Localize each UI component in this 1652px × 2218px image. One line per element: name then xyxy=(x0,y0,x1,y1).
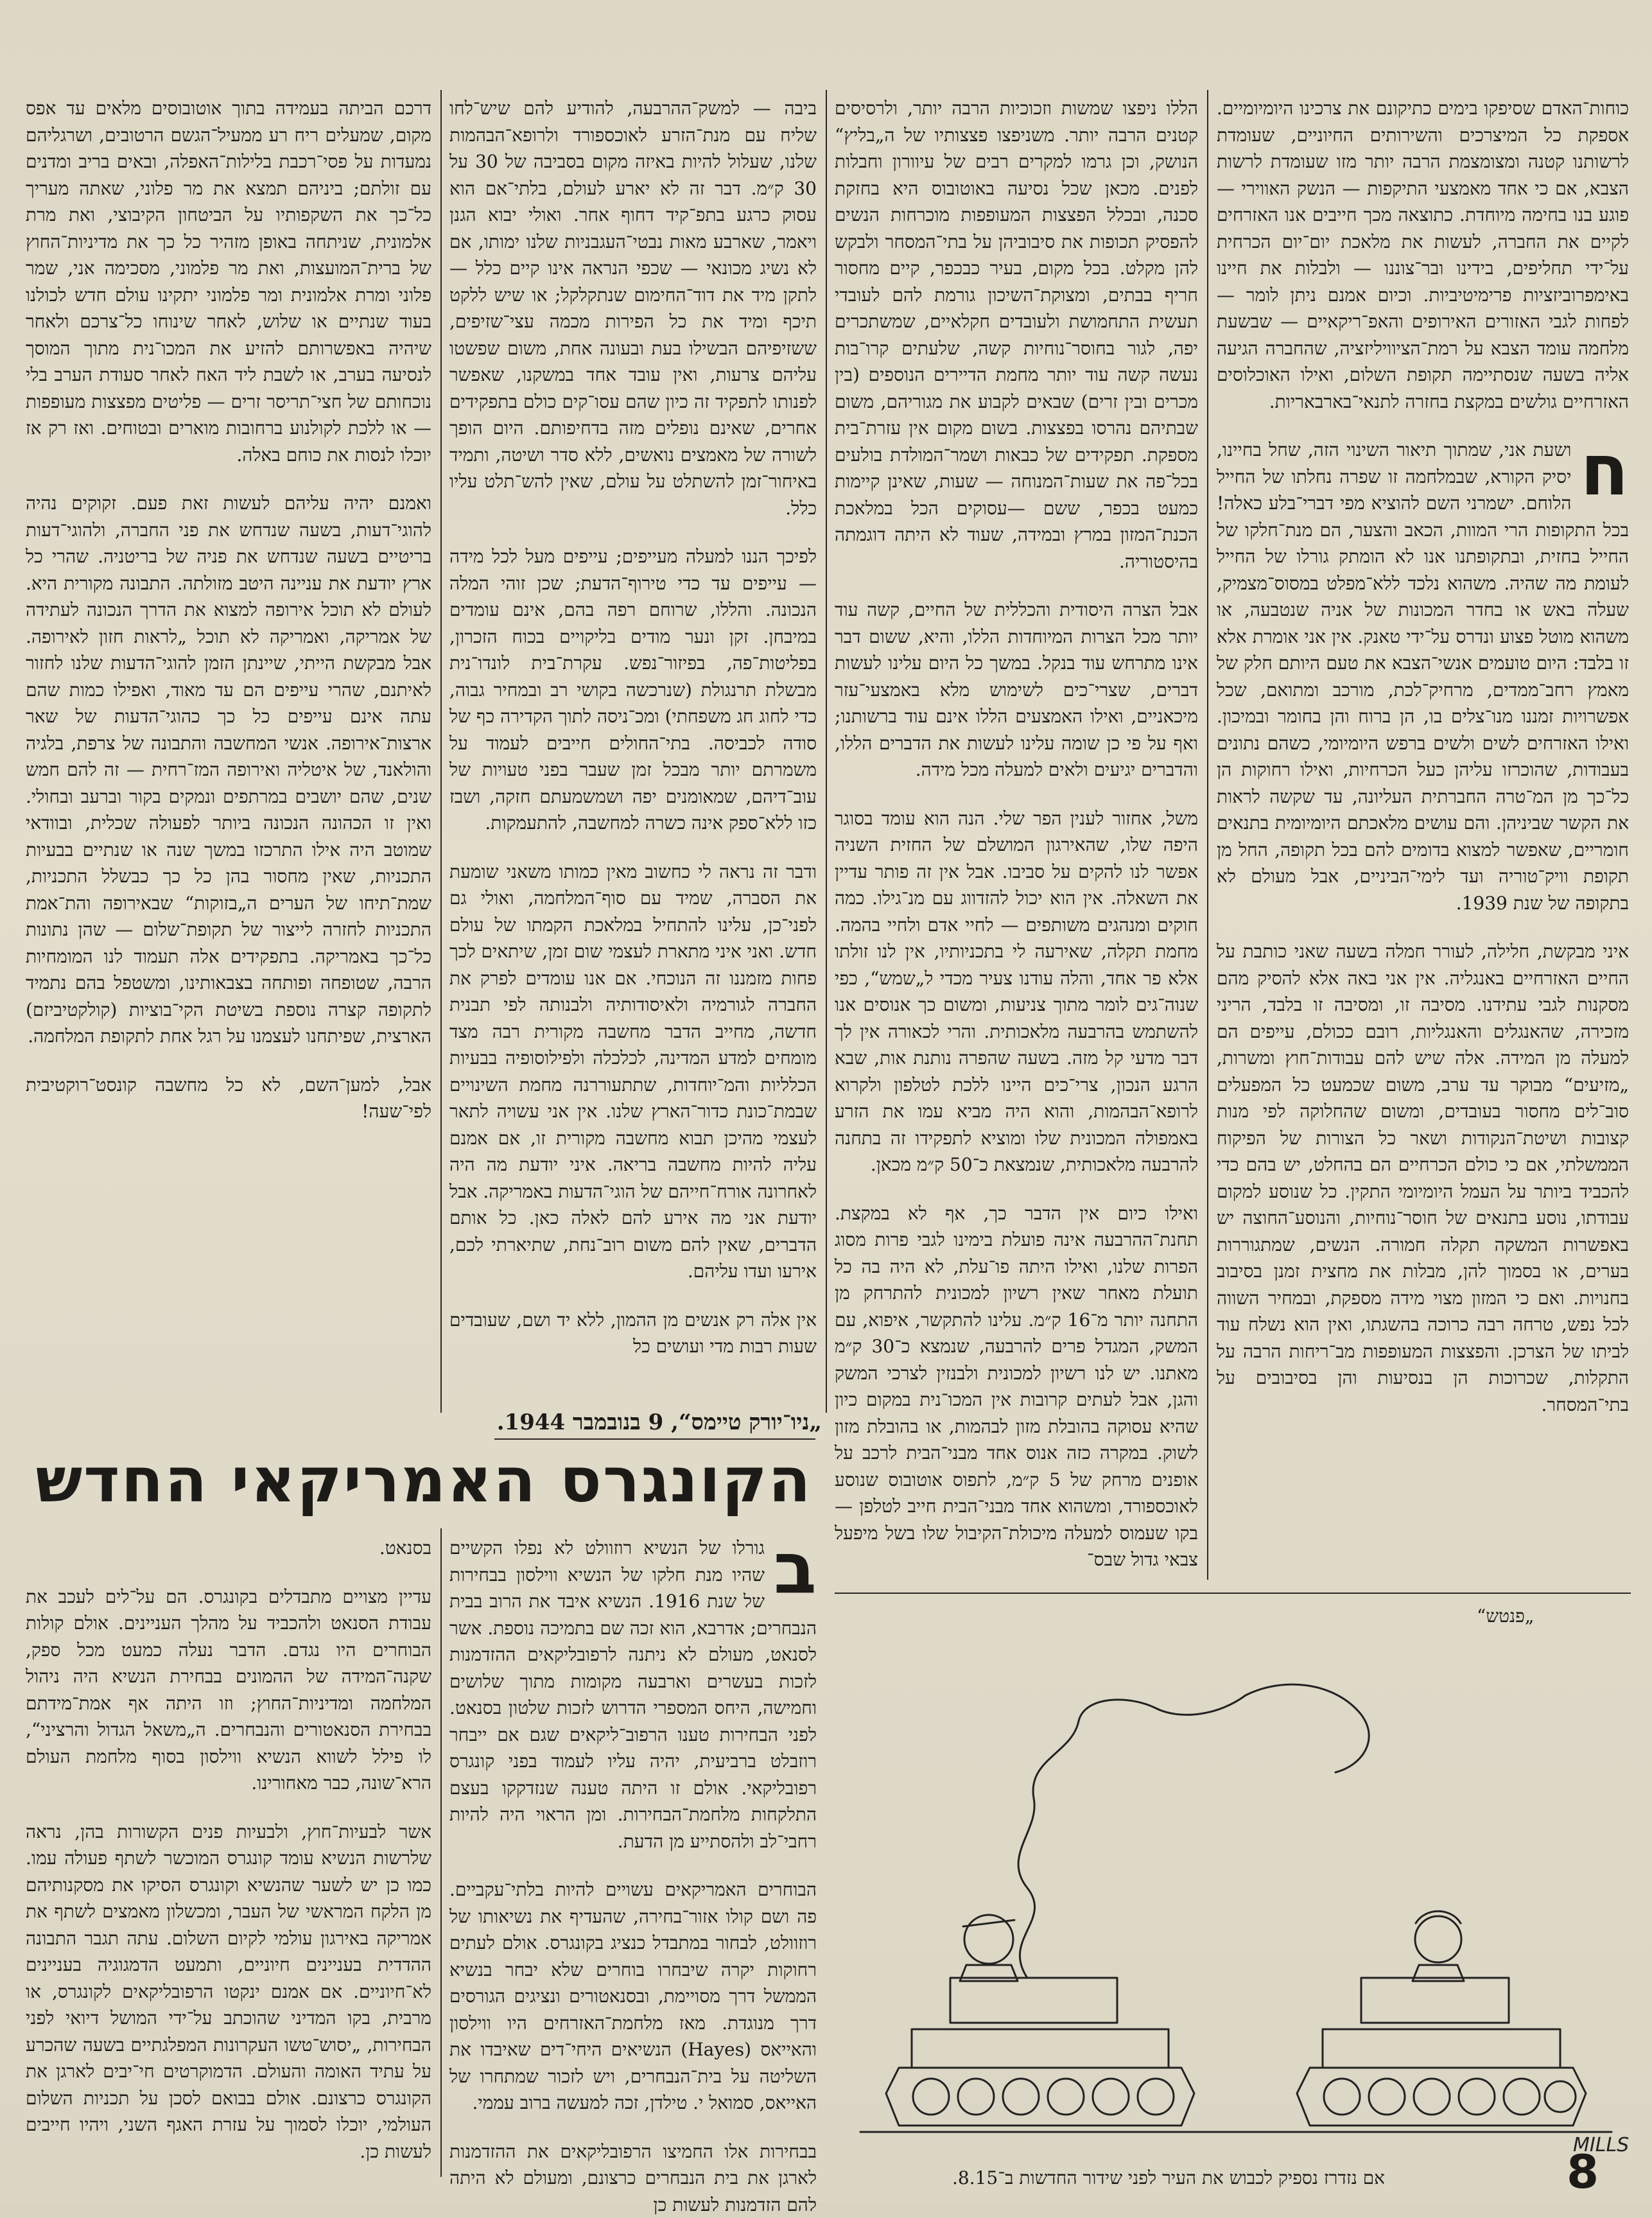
paragraph: בסנאט. xyxy=(26,1535,431,1562)
paragraph: אבל הצרה היסודית והכללית של החיים, קשה עוד יותר מכל הצרות המיוחדות הללו, והיא, ששום דבר אינו מתרחש עוד בנקל. במשך כל היום עלינו לעשות דברים, שצרי־כים לשימוש מלא באמצעי־עזר מיכאניים, ואילו האמצעים הללו אינם עוד ברשותנו; ואף על פי כן שומה עלינו לעשות את הדברים הללו, והדברים יגיעים ולאים למעלה מכל מידה. xyxy=(835,597,1198,783)
paragraph: הבוחרים האמריקאים עשויים להיות בלתי־עקביים. פה ושם קולו אזור־בחירה, שהעדיף את נשיאותו של רוזוולט, לבחור במתבדל כנציג בקונגרס. אולם לעתים רחוקות יקרה שיבחרו בוחרים שלא יבחר בנשיא הממשל דרך מסויימת, ובסנאטורים ונציגים הגורסים דרך מנוגדת. מאז מלחמת־האזרחים היו ווילסון והאייאס (Hayes) הנשיאים היחי־דים שאיבדו את השליטה על בית־הנבחרים, ויש לזכור שמתחרו של האייאס, סמואל י. טילדן, זכה למעשה ברוב עממי. xyxy=(449,1876,817,2117)
headline: הקונגרס האמריקאי החדש xyxy=(26,1445,822,1515)
column-divider xyxy=(1207,90,1208,1580)
source-underline xyxy=(494,1438,815,1440)
cartoon-caption: אם נזדרז נספיק לכבוש את העיר לפני שידור החדשות ב־8.15. xyxy=(848,2167,1490,2189)
paragraph: משל, אחזור לענין הפר שלי. הנה הוא עומד בסוגר היפה שלו, שהאירגון המושלם של החזית השניה אפשר לנו להקים על סביבו. אבל אין זה פותר עדיין את השאלה. אין הוא יכול להזדווג עם מנ־גילו. כמה חוקים ומנהגים משותפים — לחיי אדם ולחיי בהמה. מחמת תקלה, שאירעה לי בתכניותיו, אין לנו זולתו אלא פר אחד, והלה עודנו צעיר מכדי ל„שמש“, כפי שנוה־גים לומר מתוך צניעות, ומשום כך אנוסים אנו להשתמש בהרבעה מלאכותית. והרי לכאורה אין לך דבר מדעי קל מזה. בשעה שהפרה נותנת אות, שבא הרגע הנכון, צרי־כים היינו ללכת לטלפון ולקרוא לרופא־הבהמות, והוא היה מביא עמו את הזרע באמפולה המכונית שלו ומוציא לתפקידו זה בתחנה להרבעה מלאכותית, שנמצאת כ־50 ק״מ מכאן. xyxy=(835,805,1198,1178)
paragraph: ביבה — למשק־ההרבעה, להודיע להם שיש־לחו שליח עם מנת־הזרע לאוכספורד ולרופא־הבהמות שלנו, שעלול להיות באיזה מקום בסביבה של 30 על 30 ק״מ. דבר זה לא יארע לעולם, בלתי־אם הוא עסוק כרגע בתפ־קיד דחוף אחר. ואולי יבוא הגנן ויאמר, שארבע מאות נבטי־העגבניות שלנו ימותו, אם לא נשיג מכונאי — שכפי הנראה אינו קיים כלל — לתקן מיד את דוד־החימום שנתקלקל; או שיש ללקט תיכף ומיד את כל הפירות מכמה עצי־שזיפים, ששזיפיהם הבשילו בעת ובעונה אחת, משום שפשטו עליהם צרעות, ואין עובד אחד במשקנו, שאפשר לפנותו לתפקיד זה כיון שהם עסו־קים כולם בתפקידים אחרים, שאינם נופלים מזה בדחיפותם. היום הופך לשורה של מאמצים נואשים, ללא סדר ושיטה, ותמיד באיחור־זמן להשתלט על עולם, שאין להש־תלט עליו כלל. xyxy=(449,95,817,521)
cartoon-illustration xyxy=(835,1618,1637,2164)
page-number: 8 xyxy=(1567,2145,1599,2199)
cartoon-artist-signature: MILLS xyxy=(1573,2134,1629,2156)
paragraph: אין אלה רק אנשים מן ההמון, ללא יד ושם, שעובדים שעות רבות מדי ועושים כל xyxy=(449,1307,817,1360)
paragraph: כוחות־האדם שסיפקו בימים כתיקונם את צרכינו היומיומיים. אספקת כל המיצרכים והשירותים החיוניים, שעומדת לרשותנו קטנה ומצומצמת הרבה יותר מזו שעומדת לרשות הצבא, אם כי אחד מאמצעי התיקפות — הנשק האווירי — פוגע בנו בחימה מיוחדת. כתוצאה מכך חייבים אנו האזרחים לקיים את החברה, לעשות את מלאכת יום־יום הכרחית על־ידי תחליפים, בידינו ובר־צוננו — ולבלות את חיינו באימפרוביזציות פרימיטיביות. וכיום אמנם ניתן לומר — לפחות לגבי האזורים האירופים והאפ־ריקאיים — שבשעת מלחמה עומד הצבא על רמת־הציוויליזציה, שהחברה הגיעה אליה בשעה שנסתיימה תקופת השלום, ואילו האוכלוסים האזרחיים גולשים במקצת בחזרה לתנאי־בארבאריות. xyxy=(1217,95,1629,415)
column-divider xyxy=(440,90,442,1413)
top-article-column-2 xyxy=(835,95,1198,1578)
paragraph: ואילו כיום אין הדבר כך, אף לא במקצת. תחנת־ההרבעה אינה פועלת בימינו לגבי פרות מסוג הפרות שלנו, ואילו היתה פו־עלת, לא היה בה כל תועלת מאחר שאין רשיון למכונית להתרחק מן התחנה יותר מ־16 ק״מ. עלינו להתקשר, איפוא, עם המשק, המגדל פרים להרבעה, שנמצא כ־30 ק״מ מאתנו. יש לנו רשיון למכונית ולבנזין לצרכי המשק והגן, אבל לעתים קרובות אין המכו־נית במקום כיון שהיא עסוקה בהובלת מזון לבהמות, או בהובלת מזון לשוק. במקרה כזה אנוס אחד מבני־הבית לרכב על אופנים מרחק של 5 ק״מ, לתפוס אוטובוס שנוסע לאוכספורד, ומשהוא אחד מבני־הבית חייב לטלפן — בקו שעמוס למעלה מיכולת־הקיבול שלו בשל מיפעל צבאי גדול שבס־ xyxy=(835,1200,1198,1573)
drop-cap: ב xyxy=(774,1540,817,1596)
drop-cap: ח xyxy=(1580,442,1629,498)
cartoon-top-border xyxy=(835,1593,1631,1594)
column-divider xyxy=(826,90,827,1413)
paragraph: איני מבקשת, חלילה, לעורר חמלה בשעה שאני כותבת על החיים האזרחיים באנגליה. אין אני באה אלא להסיק מהם מסקנות לגבי עתידנו. מסיבה זו, ומסיבה זו בלבד, הריני מזכירה, שהאנגלים והאנגליות, רובם ככולם, עייפים הם למעלה מן המידה. אלה שיש להם עבודות־חוץ ומשרות, „מזיעים“ מבוקר עד ערב, משום שכמעט כל המפעלים סוב־לים מחסור בעובדים, ומשום שהחלוקה לפי מנות קצובות ושיטת־הנקודות ושאר כל הצורות של הפיקוח הממשלתי, אם כי כולם הכרחיים הם בהחלט, יש בהם כדי להכביד ביותר על העמל היומיומי התקין. כל שנוסע למקום עבודתו, נוסע בתנאים של חוסר־נוחיות, והנוסע־החוצה יש באפשרות המשקה תקלה חמורה. הנשים, שמתגוררות בערים, או בסמוך להן, מבלות את מחצית זמנן בסיבוב בחנויות. ואם כי המזון מצוי מידה מספקת, ובמחיר השווה לכל נפש, טרחה רבה כרוכה בהשגתו, ואין הוא נשלח עוד לביתו של הצרכן. והפצצות המעופפות מב־ריחות הרבה על התקלות, שכרוכות הן בנסיעות והן בסיבובים על בתי־המסחר. xyxy=(1217,938,1629,1418)
paragraph: ואמנם יהיה עליהם לעשות זאת פעם. זקוקים נהיה להוגי־דעות, בשעה שנדחש את פני החברה, ולהוגי־דעות בריטיים בשעה שנדחש את פניה של בריטניה. שהרי כל ארץ יודעת את עניינה היטב מזולתה. התבונה מקורית היא. לעולם לא תוכל אירופה למצוא את הדרך הנכונה לעתידה של אמריקה, ואמריקה לא תוכל „לראות חזון לאירופה. אבל מבקשת הייתי, שיינתן הזמן להוגי־הדעות שלנו לחזור לאיתנם, שהרי עייפים הם עד מאוד, ואפילו כמות שהם עתה אינם עייפים כל כך כהוגי־הדעות של שאר ארצות־אירופה. אנשי המחשבה והתבונה של צרפת, בלגיה והולאנד, של איטליה ואירופה המז־רחית — זה להם חמש שנים, שהם יושבים במרתפים ונמקים בקור וברעב ובחולי. ואין זו הכהונה הנכונה ביותר לפעולה שכלית, ובוודאי שמוטב היה אילו התרכזו במשך שנה או שנתיים בבעיות התכניות, שאין מחסור בהן כל כך כבשלל התכניות, שמת־תיחו של הערים ה„בזוקות“ שבאירופה והת־אמת התכניות לחזרה לייצור של תקופת־שלום — שהן נתונות כל־כך באמריקה. בתפקידים אלה תעמוד לנו המומחיות הרבה, שטופחה ופותחה בצבאותינו, ומשטפל בהם נתמיד לתקופה קצרה נוספת בשיטת הקי־בוציות (קולקטיביזם) הארצית, שפיתחנו לעצמנו על רגל אחת לתקופת המלחמה. xyxy=(26,490,431,1050)
top-article-column-1 xyxy=(1217,95,1629,1578)
bottom-article-column-2 xyxy=(26,1535,431,2183)
paragraph: עדיין מצויים מתבדלים בקונגרס. הם על־לים לעכב את עבודת הסנאט ולהכביד על מהלך העניינים. אולם קולות הבוחרים היו נגדם. הדבר נעלה כמעט מכל ספק, שקנה־המידה של ההמונים בבחירת הנשיא היה ניהול המלחמה ומדיניות־החוץ; וזו היתה אף אמת־מידתם בבחירת הסנאטורים והנבחרים. ה„משאל הגדול והרציני“, לו פילל לשווא הנשיא ווילסון בסוף מלחמת העולם הרא־שונה, כבר מאחורינו. xyxy=(26,1584,431,1797)
paragraph: בבחירות אלו החמיצו הרפובליקאים את ההזדמנות לארגן את בית הנבחרים כרצונם, ומעולם לא היתה להם הזדמנות לעשות כן xyxy=(449,2138,817,2218)
paragraph: הללו ניפצו שמשות וזכוכיות הרבה יותר, ולרסיסים קטנים הרבה יותר. משניפצו פצצותיו של ה„בליץ“ הנושק, וכן גרמו למקרים רבים של עיוורון וחבלות לפנים. מכאן שכל נסיעה באוטובוס היא בחזקת סכנה, ובכלל הפצצות המעופפות מוכרחות הנשים להפסיק תכופות את סיבוביהן על בתי־המסחר ולבקש להן מקלט. בכל מקום, בעיר כבכפר, קיים מחסור חריף בבתים, ומצוקת־השיכון גורמת להם לעובדי תעשית התחמושת ולעובדים חקלאיים, שמשתכרים יפה, לגור בחוסר־נוחיות קשה, שלעתים קרו־בות נעשה קשה עוד יותר מחמת הדיירים הנוספים (בין מכרים ובין זרים) שבאים לקבוע את מגוריהם, משום שבתיהם נהרסו בפצצות. בשום מקום אין עזרת־בית מספקת. תפקידים של כבאות ושמר־המולדת בולעים בכל־פה את שעות־המנוחה — שעות, שאינן קיימות כמעט בכפר, ששם —עסוקים הכל במלאכת הכנת־המזון במרץ ובמידה, שעוד לא היתה דוגמתה בהיסטוריה. xyxy=(835,95,1198,575)
cartoon-credit: „פנטש“ xyxy=(1477,1605,1605,1627)
paragraph: ודבר זה נראה לי כחשוב מאין כמותו משאני שומעת את הסברה, שמיד עם סוף־המלחמה, ואולי גם לפני־כן, עלינו להתחיל במלאכת הקמתו של עולם חדש. ואני איני מתארת לעצמי שום זמן, שיתאים לכך פחות מזמננו זה הנוכחי. אם אנו עומדים לפרק את החברה לגורמיה ולאיסודותיה ולבנותה לפי תבנית חדשה, מחייב הדבר מחשבה מקורית רבה מצד מומחים למדע המדינה, לכלכלה ולפילוסופיה בבעיות הכלליות והמ־יוחדות, שתתעוררנה מחמת השינויים שבמת־כונת כדור־הארץ שלנו. אין אני עשויה לתאר לעצמי מהיכן תבוא מחשבה מקורית זו, אם אמנם עליה להיות מחשבה בריאה. איני יודעת מה היה לאחרונה אורח־חייהם של הוגי־הדעות באמריקה. אבל יודעת אני מה אירע להם לאלה כאן. כל אותם הדברים, שאין להם משום רוב־נחת, שתיארתי לכם, אירעו ועדו עליהם. xyxy=(449,859,817,1285)
paragraph: לפיכך הננו למעלה מעייפים; עייפים מעל לכל מידה — עייפים עד כדי טירוף־הדעת; שכן זוהי המלה הנכונה. והללו, שרוחם רפה בהם, אינם עומדים במיבחן. זקן ונער מודים בליקויים בכוח הזכרון, בפליטות־פה, בפיזור־נפש. עקרת־בית לונדו־נית מבשלת תרנגולת (שנרכשה בקושי רב ובמחיר גבוה, כדי לחוג חג משפחתי) ומכ־ניסה לתוך הקדירה כף של סודה לכביסה. בתי־החולים חייבים לעמוד על משמרתם יותר מבכל זמן שעבר בפני טעויות של עוב־דיהם, שמאומנים יפה ושמשמעתם חזקה, ושבז כזו ללא־ספק אינה כשרה למחשבה, להתעמקות. xyxy=(449,543,817,837)
paragraph: אבל, למען־השם, לא כל מחשבה קונסט־רוקטיבית לפי־שעה! xyxy=(26,1072,431,1125)
top-article-column-4 xyxy=(26,95,431,1399)
paragraph: דרכם הביתה בעמידה בתוך אוטובוסים מלאים עד אפס מקום, שמעלים ריח רע ממעיל־הגשם הרטובים, ושרגליהם נמעדות על פסי־רכבת בלילות־האפלה, ובאים בריב ומדנים עם זולתם; ביניהם תמצא את מר פלוני, שאתה מעריך כל־כך את השקפותיו על הביטחון הקיבוצי, ואת מרת אלמונית, שניתחה באופן מזהיר כל כך את מדיניות־החוץ של ברית־המועצות, ואת מר פלמוני, מסכימה אני, שמר פלוני ומרת אלמונית ומר פלמוני יתקינו עולם חדש לכולנו בעוד שנתיים או שלוש, לאחר שינוחו כל־צרכם ולאחר שיהיה באפשרותם להזיע את המכו־נית מתוך המוסך לנסיעה בערב, או לשבת ליד האח לאחר סעודת הערב בלי נוכחותם של חצי־תריסר זרים — פליטים מפצצות מעופפות — או ללכת לקולנוע ברחובות מוארים ובטוחים. ואז רק אז יוכלו לנסות את כוחם באלה. xyxy=(26,95,431,468)
paragraph: ח ושעת אני, שמתוך תיאור השינוי הזה, שחל בחיינו, יסיק הקורא, שבמלחמה זו שפרה נחלתו של החייל הלוחם. ישמרני השם להוציא מפי דברי־בלע כאלה! בכל התקופות הרי המוות, הכאב והצער, הם מנת־חלקו של החייל בחזית, ובתקופתנו אנו לא הומתק גורלו של החייל לעומת מה שהיה. משהוא נלכד ללא־מפלט במסוס־מצמיק, שעלה באש או בחדר המכונות של אניה שנטבעה, או משהוא מוטל פצוע ונדרס על־ידי טאנק. אין אני אומרת אלא זו בלבד: היום טועמים אנשי־הצבא את טעם היותם חלק של מאמץ רחב־ממדים, מרחיק־לכת, מורכב ומתואם, שכל אפשרויות זמננו מנו־צלים בו, הן ברוח והן בחומר ובמיכון. ואילו האזרחים לשים ולשים ברפש היומיומי, כשהם נתונים בעבודות, שהוכרזו עליהן כעל הכרחיות, ואילו רחוקות הן כל־כך מן המ־טרה החברתית העליונה, עד שקשה לראות את הקשר שביניהן. והם עושים מלאכתם היומיומית בתנאים חומריים, שאפשר למצוא בדומים להם בכל תקופה, החל מן תקופת וויק־טוריה ועד לימי־הביניים, אבל מעולם לא בתקופה של שנת 1939. xyxy=(1217,437,1629,916)
paragraph: אשר לבעיות־חוץ, ולבעיות פנים הקשורות בהן, נראה שלרשות הנשיא עומד קונגרס המוכשר לשתף פעולה עמו. כמו כן יש לשער שהנשיא וקונגרס הסיקו את מסקנותיהם מן הלקח המראשי של העבר, ומכשלון מאמצים לשתף את אמריקה באירגון עולמי לקיום השלום. עתה תגבר התבונה ההדדית בעניינים חיוניים, ותמעט הדמגוגיה בעניינים לא־חיוניים. אם אמנם ינקטו הרפובליקאים לקונגרס, או מרבית, בקו המדיני שהוכתב על־ידי המושל דיואי לפני הבחירות, „יסוש־טשו העקרונות המפלגתיים בשעה שהכרע על עתיד האומה והעולם. הדמוקרטים חי־יבים לארגן את הקונגרס כרצונם. אולם בבואם לסכן על תכניות השלום העולמי, יוכלו לסמוך על עזרת האגף השני, ויהיו חייבים לעשות כן. xyxy=(26,1819,431,2165)
column-divider xyxy=(440,1528,442,2177)
source-line: „ניו־יורק טיימס“, 9 בנובמבר 1944. xyxy=(494,1410,822,1435)
paragraph: ב גורלו של הנשיא רוזוולט לא נפלו הקשיים שהיו מנת חלקו של הנשיא ווילסון בבחירות של שנת 1916. הנשיא איבד את הרוב בבית הנבחרים; אדרבא, הוא זכה שם בתמיכה נוספת. אשר לסנאט, מעולם לא ניתנה לרפובליקאים ההזדמנות לזכות בעשרים וארבעה מקומות מתוך שלושים וחמישה, היחס המספרי הדרוש לזכות שלטון בסנאט. לפני הבחירות טענו הרפוב־ליקאים שגם אם ייבחר רוזבלט ברביעית, יהיה עליו לעמוד בפני קונגרס רפובליקאי. אולם זו היתה טענה שנזדקקו בעצם התלקחות מלחמת־הבחירות. ומן הראוי היה להיות רחבי־לב ולהסתייע מן הדעת. xyxy=(449,1535,817,1855)
top-article-column-3 xyxy=(449,95,817,1399)
bottom-article-column-1 xyxy=(449,1535,817,2183)
